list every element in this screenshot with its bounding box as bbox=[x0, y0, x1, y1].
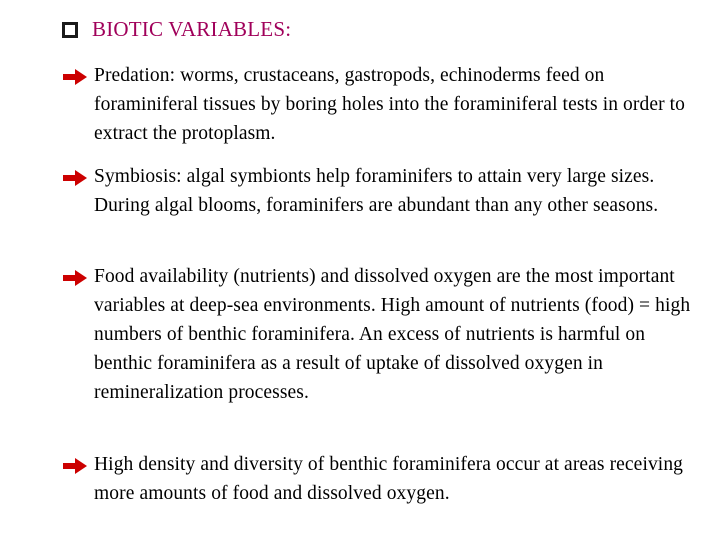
bullet-food-availability bbox=[62, 262, 702, 407]
arrow-icon bbox=[62, 456, 88, 476]
bullet-symbiosis bbox=[62, 162, 702, 220]
bullet-text: Food availability (nutrients) and dissolved oxygen are the most important variables at deep-sea environments. High amount of nutrients (food) = high numbers of benthic foraminifera. An excess of nutrients is harmful on benthic foraminifera as a result of uptake of dissolved oxygen in remineralization processes. bbox=[94, 266, 691, 403]
heading-text: BIOTIC VARIABLES: bbox=[92, 17, 292, 41]
checkbox-icon bbox=[62, 22, 78, 38]
bullet-text: Symbiosis: algal symbionts help foraminifers to attain very large sizes. During algal blooms, foraminifers are abundant than any other seasons. bbox=[94, 166, 659, 216]
bullet-text: High density and diversity of benthic foraminifera occur at areas receiving more amounts of food and dissolved oxygen. bbox=[94, 454, 684, 504]
bullet-text: Predation: worms, crustaceans, gastropods, echinoderms feed on foraminiferal tissues by boring holes into the foraminiferal tests in order to extract the protoplasm. bbox=[94, 65, 686, 144]
bullet-predation bbox=[62, 61, 702, 148]
bullet-density-diversity bbox=[62, 450, 702, 508]
arrow-icon bbox=[62, 168, 88, 188]
section-heading bbox=[62, 14, 291, 44]
arrow-icon bbox=[62, 268, 88, 288]
arrow-icon bbox=[62, 67, 88, 87]
